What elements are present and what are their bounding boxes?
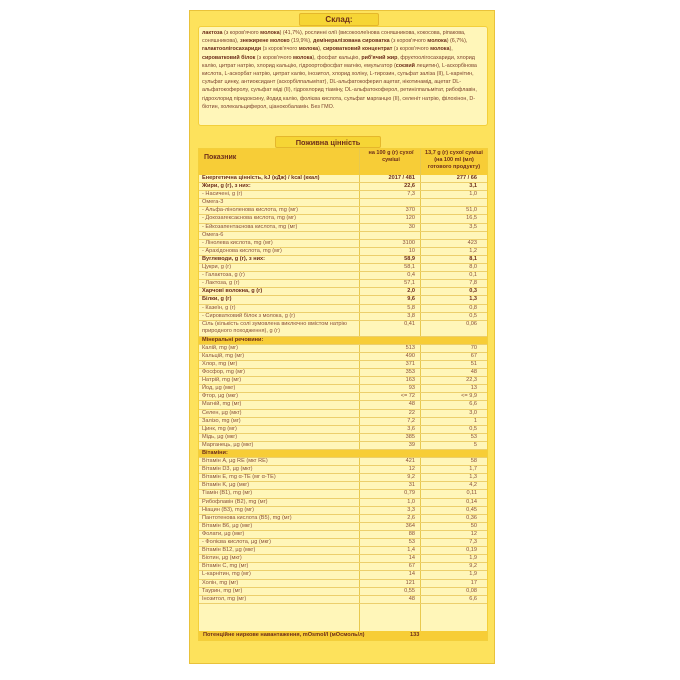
row-label: L-карнітин, mg (мг) bbox=[202, 571, 251, 578]
header-name: Показник bbox=[204, 154, 237, 161]
row-label: - Арахідонова кислота, mg (мг) bbox=[202, 247, 282, 254]
table-row bbox=[199, 507, 487, 515]
row-value-per-100ml: 0,5 bbox=[469, 425, 477, 432]
row-value-per-100g: 93 bbox=[408, 385, 415, 392]
row-value-per-100ml: 277 / 66 bbox=[456, 175, 477, 181]
table-row bbox=[199, 207, 487, 215]
table-row bbox=[199, 288, 487, 296]
table-row bbox=[199, 256, 487, 264]
row-value-per-100g: 57,1 bbox=[404, 280, 415, 287]
table-row bbox=[199, 482, 487, 490]
table-row bbox=[199, 296, 487, 304]
row-label: - Сироватковий білок з молока, g (г) bbox=[202, 312, 296, 319]
table-row bbox=[199, 458, 487, 466]
row-value-per-100ml: 51,0 bbox=[466, 207, 477, 214]
row-value-per-100g: 5,8 bbox=[407, 304, 415, 311]
row-value-per-100g: 48 bbox=[408, 595, 415, 602]
row-value-per-100g: 1,0 bbox=[407, 498, 415, 505]
row-value-per-100g: 163 bbox=[405, 377, 415, 384]
row-label: Марганець, µg (мкг) bbox=[202, 441, 254, 448]
row-value-per-100g: 513 bbox=[405, 344, 415, 351]
row-value-per-100ml: 3,1 bbox=[469, 183, 477, 190]
row-value-per-100g: 14 bbox=[408, 571, 415, 578]
table-row bbox=[199, 280, 487, 288]
row-value-per-100g: 48 bbox=[408, 401, 415, 408]
row-label: Омега-6 bbox=[202, 231, 224, 238]
row-value-per-100ml: 0,06 bbox=[466, 320, 477, 327]
row-label: Мінеральні речовини: bbox=[202, 336, 264, 343]
row-label: Калій, mg (мг) bbox=[202, 344, 239, 351]
row-value-per-100ml: 0,3 bbox=[469, 288, 477, 295]
row-label: Ніацин (B3), mg (мг) bbox=[202, 506, 254, 513]
row-label: Залізо, mg (мг) bbox=[202, 417, 241, 424]
table-row bbox=[199, 199, 487, 207]
table-section-header bbox=[199, 337, 487, 345]
row-value-per-100g: 39 bbox=[408, 441, 415, 448]
row-value-per-100g: 22 bbox=[408, 409, 415, 416]
row-value-per-100ml: 1,2 bbox=[469, 247, 477, 254]
row-value-per-100ml: 1,3 bbox=[469, 296, 477, 303]
row-label: Натрій, mg (мг) bbox=[202, 377, 242, 384]
row-label: Вітаміни: bbox=[202, 450, 228, 456]
row-value-per-100ml: 6,6 bbox=[469, 595, 477, 602]
row-value-per-100g: 2017 / 481 bbox=[388, 175, 415, 181]
row-label: - Фолієва кислота, µg (мкг) bbox=[202, 539, 271, 546]
row-value-per-100g: 2,0 bbox=[407, 288, 415, 295]
table-row bbox=[199, 515, 487, 523]
row-value-per-100g: 0,41 bbox=[404, 320, 415, 327]
row-value-per-100g: 9,6 bbox=[407, 296, 415, 303]
row-value-per-100ml: 1,7 bbox=[469, 466, 477, 473]
row-value-per-100ml: 3,0 bbox=[469, 409, 477, 416]
row-value-per-100g: 22,6 bbox=[404, 183, 415, 190]
table-row bbox=[199, 410, 487, 418]
row-label: - Альфа-ліноленова кислота, mg (мг) bbox=[202, 207, 298, 214]
table-row bbox=[199, 183, 487, 191]
row-value-per-100ml: 0,11 bbox=[466, 490, 477, 497]
table-row bbox=[199, 580, 487, 588]
table-row bbox=[199, 191, 487, 199]
row-value-per-100ml: 12 bbox=[470, 530, 477, 537]
row-value-per-100g: 3100 bbox=[402, 239, 415, 246]
row-value-per-100g: 67 bbox=[408, 563, 415, 570]
table-row bbox=[199, 547, 487, 555]
renal-load-row bbox=[199, 631, 487, 640]
row-label: Селен, µg (мкг) bbox=[202, 409, 242, 416]
table-row bbox=[199, 215, 487, 223]
row-label: Магній, mg (мг) bbox=[202, 401, 242, 408]
row-label: Вітамін D3, µg (мкг) bbox=[202, 466, 253, 473]
row-label: Фтор, µg (мкг) bbox=[202, 393, 239, 400]
row-label: Цинк, mg (мг) bbox=[202, 425, 237, 432]
row-label: Вітамін E, mg α-TE (мг α-TE) bbox=[202, 474, 276, 481]
row-value-per-100g: 385 bbox=[405, 433, 415, 440]
table-row bbox=[199, 434, 487, 442]
row-label: Біотин, µg (мкг) bbox=[202, 555, 242, 562]
row-value-per-100g: 14 bbox=[408, 555, 415, 562]
table-row bbox=[199, 442, 487, 450]
row-value-per-100ml: 9,2 bbox=[469, 563, 477, 570]
row-value-per-100g: 7,3 bbox=[407, 191, 415, 198]
row-value-per-100ml: 8,1 bbox=[469, 255, 477, 262]
row-label: Пантотенова кислота (B5), mg (мг) bbox=[202, 514, 292, 521]
table-row bbox=[199, 499, 487, 507]
row-value-per-100g: 0,4 bbox=[407, 272, 415, 279]
row-value-per-100ml: 8,0 bbox=[469, 264, 477, 271]
row-value-per-100ml: 1 bbox=[473, 417, 477, 424]
row-label: Вітамін C, mg (мг) bbox=[202, 563, 249, 570]
renal-load-value: 133 bbox=[410, 632, 420, 638]
row-value-per-100ml: 0,36 bbox=[466, 514, 477, 521]
row-label: Жири, g (г), з них: bbox=[202, 183, 251, 190]
table-row bbox=[199, 313, 487, 321]
row-value-per-100g: <= 72 bbox=[400, 393, 415, 400]
table-row bbox=[199, 588, 487, 596]
table-row bbox=[199, 361, 487, 369]
row-value-per-100ml: 1,9 bbox=[469, 555, 477, 562]
row-value-per-100ml: 6,6 bbox=[469, 401, 477, 408]
row-value-per-100g: 1,4 bbox=[407, 547, 415, 554]
row-value-per-100g: 120 bbox=[405, 215, 415, 222]
row-label: - Лінолева кислота, mg (мг) bbox=[202, 239, 273, 246]
row-label: Тіамін (B1), mg (мг) bbox=[202, 490, 253, 497]
row-label: Фолати, µg (мкг) bbox=[202, 530, 245, 537]
table-row bbox=[199, 224, 487, 232]
table-row bbox=[199, 539, 487, 547]
row-value-per-100g: 7,2 bbox=[407, 417, 415, 424]
table-row bbox=[199, 555, 487, 563]
table-row bbox=[199, 523, 487, 531]
composition-text: лактоза (з коров'ячого молока) (41,7%), рослинні олії (високоолеїнова соняшникова, кокосова, ріпакова, соняшникова), знежирене молоко (19,9%), демінералізована сироватка (з коров'ячого молока) (6,7%), галактоолігосахариди (з коров'ячого молока), сироватковий концентрат (з коров'ячого молока), сироватковий білок (з коров'ячого молока), фосфат кальцію, риб'ячий жир, фруктоолігосахариди, хлорид калію, цитрат натрію, хлорид кальцію, гідроортофосфат магнію, емульгатор (соєвий лецитин), L-аскорбінова кислота, L-аскорбат натрію, цитрат калію, інозитол, хлорид холіну, L-тирозин, сульфат заліза (II), L-карнітин, сульфат цинку, антиоксидант (аскорбілпальмітат), DL-альфатокоферил ацетат, нікотинамід, ацетат DL-альфатокоферолу, сульфат міді (II), гідрохлорид тіаміну, DL-альфатокоферол, ретинілпальмітат, рибофлавін, гідрохлорид піридоксину, йодид калію, фолієва кислота, сульфат марганцю (II), селеніт натрію, філохінон, D-біотин, холекальциферол, ціанокобаламін. Без ГМО. bbox=[202, 30, 477, 110]
row-value-per-100ml: 0,8 bbox=[469, 304, 477, 311]
row-label: Білки, g (г) bbox=[202, 296, 232, 303]
row-value-per-100ml: 67 bbox=[470, 352, 477, 359]
row-label: Вуглеводи, g (г), з них: bbox=[202, 255, 265, 262]
row-label: Вітамін B12, µg (мкг) bbox=[202, 547, 256, 554]
row-value-per-100g: 0,79 bbox=[404, 490, 415, 497]
row-label: Хлор, mg (мг) bbox=[202, 360, 238, 367]
row-value-per-100g: 2,6 bbox=[407, 514, 415, 521]
row-value-per-100ml: 70 bbox=[470, 344, 477, 351]
table-row bbox=[199, 232, 487, 240]
row-value-per-100ml: 0,08 bbox=[466, 587, 477, 594]
row-value-per-100g: 0,55 bbox=[404, 587, 415, 594]
table-row bbox=[199, 563, 487, 571]
row-label: Мідь, µg (мкг) bbox=[202, 433, 238, 440]
row-value-per-100g: 370 bbox=[405, 207, 415, 214]
row-value-per-100g: 58,1 bbox=[404, 264, 415, 271]
row-label: Цукри, g (г) bbox=[202, 264, 232, 271]
row-value-per-100g: 3,6 bbox=[407, 425, 415, 432]
row-value-per-100ml: 7,8 bbox=[469, 280, 477, 287]
table-row bbox=[199, 401, 487, 409]
row-value-per-100ml: 0,1 bbox=[469, 272, 477, 279]
composition-title: Склад: bbox=[299, 13, 379, 26]
table-row bbox=[199, 345, 487, 353]
row-value-per-100ml: 16,5 bbox=[466, 215, 477, 222]
table-row bbox=[199, 305, 487, 313]
row-label: Інозитол, mg (мг) bbox=[202, 595, 247, 602]
nutrition-title: Поживна цінність bbox=[275, 136, 381, 148]
table-row bbox=[199, 272, 487, 280]
row-label: Харчові волокна, g (г) bbox=[202, 288, 263, 295]
row-label: - Докозагексаєнова кислота, mg (мг) bbox=[202, 215, 297, 222]
table-row bbox=[199, 240, 487, 248]
row-value-per-100ml: 423 bbox=[467, 239, 477, 246]
row-value-per-100g: 421 bbox=[405, 458, 415, 465]
row-label: Кальцій, mg (мг) bbox=[202, 352, 245, 359]
row-label: - Ейкозапентаєнова кислота, mg (мг) bbox=[202, 223, 298, 230]
row-value-per-100g: 353 bbox=[405, 369, 415, 376]
row-value-per-100g: 88 bbox=[408, 530, 415, 537]
row-value-per-100g: 12 bbox=[408, 466, 415, 473]
row-value-per-100g: 58,9 bbox=[404, 255, 415, 262]
row-value-per-100ml: 5 bbox=[473, 441, 477, 448]
row-value-per-100g: 53 bbox=[408, 539, 415, 546]
row-value-per-100ml: 17 bbox=[470, 579, 477, 586]
row-label: - Казеїн, g (г) bbox=[202, 304, 236, 311]
table-row bbox=[199, 385, 487, 393]
row-value-per-100g: 3,8 bbox=[407, 312, 415, 319]
row-value-per-100ml: 3,5 bbox=[469, 223, 477, 230]
row-value-per-100ml: 7,3 bbox=[469, 539, 477, 546]
row-label: Фосфор, mg (мг) bbox=[202, 369, 246, 376]
row-value-per-100g: 490 bbox=[405, 352, 415, 359]
row-value-per-100g: 3,3 bbox=[407, 506, 415, 513]
row-value-per-100ml: 4,2 bbox=[469, 482, 477, 489]
row-label: - Насичені, g (г) bbox=[202, 191, 243, 198]
row-label: Вітамін K, µg (мкг) bbox=[202, 482, 250, 489]
row-value-per-100ml: 1,3 bbox=[469, 474, 477, 481]
row-value-per-100ml: 48 bbox=[470, 369, 477, 376]
row-value-per-100ml: 1,0 bbox=[469, 191, 477, 198]
row-value-per-100g: 9,2 bbox=[407, 474, 415, 481]
row-value-per-100ml: 22,3 bbox=[466, 377, 477, 384]
row-value-per-100g: 121 bbox=[405, 579, 415, 586]
row-label: Омега-3 bbox=[202, 199, 224, 206]
table-row bbox=[199, 353, 487, 361]
row-value-per-100ml: 53 bbox=[470, 433, 477, 440]
row-value-per-100g: 364 bbox=[405, 522, 415, 529]
row-label: - Лактоза, g (г) bbox=[202, 280, 240, 287]
nutrition-rows bbox=[199, 175, 487, 604]
header-per-100ml: 13,7 g (г) сухої суміші (на 100 ml (мл) готового продукту) bbox=[425, 150, 483, 170]
row-label: Рибофлавін (B2), mg (мг) bbox=[202, 498, 268, 505]
table-row bbox=[199, 596, 487, 604]
table-row bbox=[199, 466, 487, 474]
row-label: Енергетична цінність, kJ (кДж) / kcal (ккал) bbox=[202, 175, 320, 181]
row-value-per-100ml: 13 bbox=[470, 385, 477, 392]
renal-load-label: Потенційне ниркове навантаження, mOsmol/l (мОсмоль/л) bbox=[203, 632, 365, 638]
row-label: Сіль (кількість солі зумовлена виключно вмістом натрію природного походження), g (г) bbox=[202, 320, 347, 335]
row-value-per-100ml: 0,45 bbox=[466, 506, 477, 513]
row-value-per-100g: 10 bbox=[408, 247, 415, 254]
table-row bbox=[199, 571, 487, 579]
table-row bbox=[199, 175, 487, 183]
row-value-per-100ml: 51 bbox=[470, 360, 477, 367]
row-label: Вітамін B6, µg (мкг) bbox=[202, 522, 253, 529]
row-value-per-100g: 31 bbox=[408, 482, 415, 489]
table-row bbox=[199, 369, 487, 377]
row-value-per-100ml: 0,5 bbox=[469, 312, 477, 319]
table-row bbox=[199, 248, 487, 256]
table-row bbox=[199, 393, 487, 401]
row-label: - Галактоза, g (г) bbox=[202, 272, 245, 279]
row-value-per-100ml: 50 bbox=[470, 522, 477, 529]
table-row bbox=[199, 264, 487, 272]
row-value-per-100ml: 0,19 bbox=[466, 547, 477, 554]
row-value-per-100g: 30 bbox=[408, 223, 415, 230]
row-value-per-100ml: 58 bbox=[470, 458, 477, 465]
table-section-header bbox=[199, 450, 487, 458]
table-row bbox=[199, 321, 487, 337]
table-row bbox=[199, 531, 487, 539]
header-per-100g: на 100 g (г) сухої суміші bbox=[368, 150, 414, 163]
row-label: Йод, µg (мкг) bbox=[202, 385, 236, 392]
table-row bbox=[199, 490, 487, 498]
table-row bbox=[199, 474, 487, 482]
row-label: Вітамін A, µg RE (мкг RE) bbox=[202, 458, 268, 465]
table-row bbox=[199, 377, 487, 385]
table-row bbox=[199, 426, 487, 434]
row-value-per-100ml: 1,9 bbox=[469, 571, 477, 578]
row-value-per-100g: 371 bbox=[405, 360, 415, 367]
row-label: Таурин, mg (мг) bbox=[202, 587, 243, 594]
table-row bbox=[199, 418, 487, 426]
row-value-per-100ml: <= 9,9 bbox=[461, 393, 477, 400]
row-label: Холін, mg (мг) bbox=[202, 579, 239, 586]
row-value-per-100ml: 0,14 bbox=[466, 498, 477, 505]
